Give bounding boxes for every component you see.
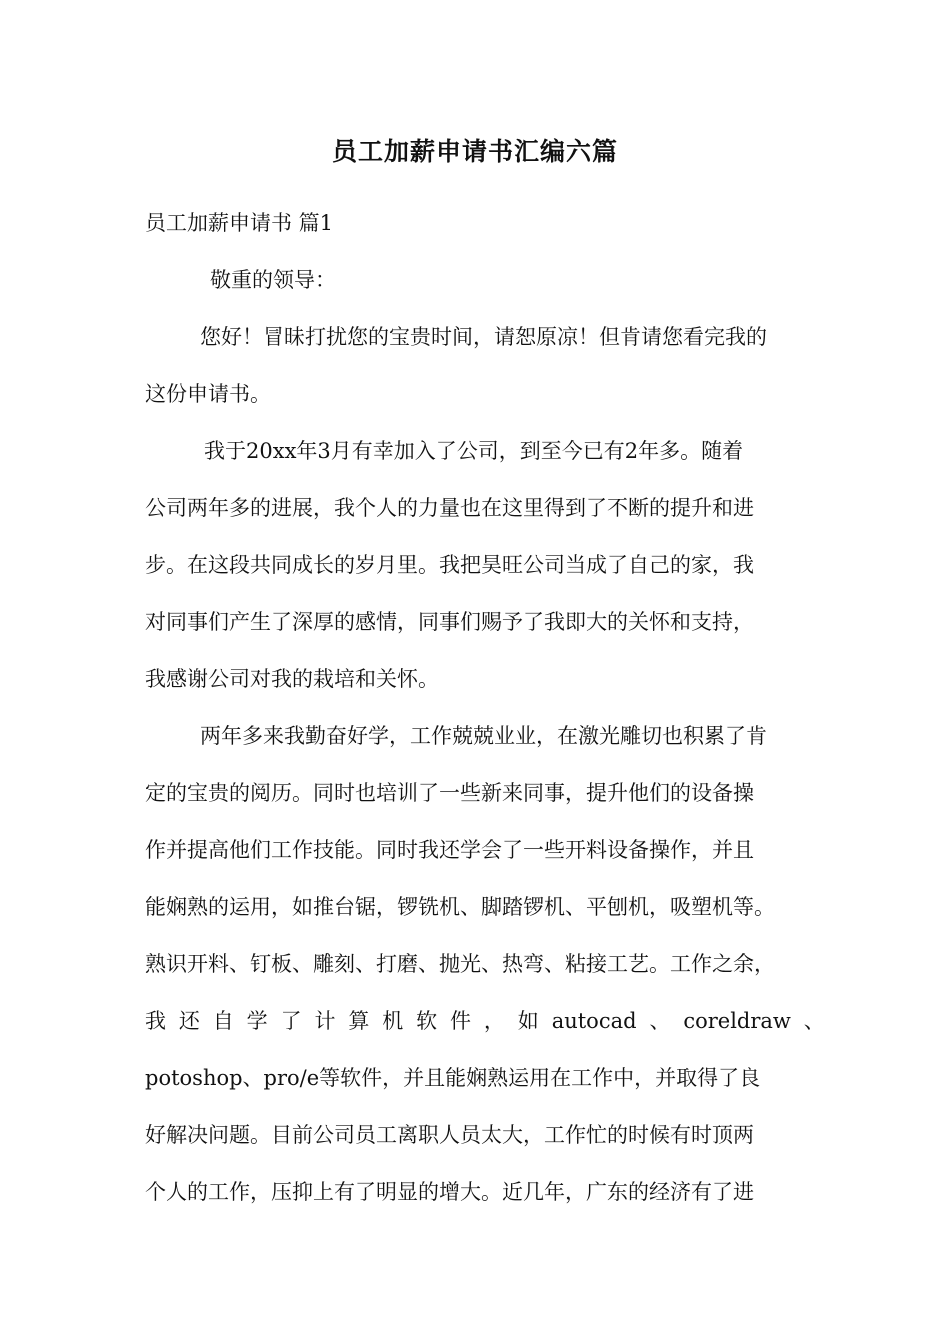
paragraph-line: 我感谢公司对我的栽培和关怀。	[145, 667, 439, 691]
word: 机	[382, 1009, 404, 1033]
paragraph-line: 能娴熟的运用，如推台锯，锣铣机、脚踏锣机、平刨机，吸塑机等。	[145, 895, 775, 919]
document-title: 员工加薪申请书汇编六篇	[331, 137, 618, 166]
paragraph-line: 好解决问题。目前公司员工离职人员太大，工作忙的时候有时顶两	[145, 1123, 754, 1147]
paragraph-line: 您好！冒昧打扰您的宝贵时间，请恕原凉！但肯请您看完我的	[200, 325, 767, 349]
paragraph-line: 我于20xx年3月有幸加入了公司，到至今已有2年多。随着	[204, 439, 744, 463]
salutation: 敬重的领导：	[210, 268, 336, 292]
paragraph-line: 对同事们产生了深厚的感情，同事们赐予了我即大的关怀和支持，	[145, 610, 754, 634]
word: 我	[145, 1009, 166, 1033]
word: 还	[178, 1009, 200, 1033]
word: 、	[649, 1009, 671, 1033]
word: autocad	[551, 1009, 637, 1033]
paragraph-line: 两年多来我勤奋好学，工作兢兢业业，在激光雕切也积累了肯	[200, 724, 767, 748]
paragraph-line: 熟识开料、钉板、雕刻、打磨、抛光、热弯、粘接工艺。工作之余，	[145, 952, 775, 976]
paragraph-line: 这份申请书。	[145, 382, 271, 406]
paragraph-line: 个人的工作，压抑上有了明显的增大。近几年，广东的经济有了进	[145, 1180, 754, 1204]
paragraph-line: 作并提高他们工作技能。同时我还学会了一些开料设备操作，并且	[145, 838, 754, 862]
paragraph-line: potoshop、pro/e等软件，并且能娴熟运用在工作中，并取得了良	[145, 1066, 761, 1090]
word: 了	[280, 1009, 302, 1033]
word: 如	[517, 1009, 539, 1033]
word: 、	[803, 1009, 825, 1033]
paragraph-line: 步。在这段共同成长的岁月里。我把昊旺公司当成了自己的家，我	[145, 553, 754, 577]
word: coreldraw	[683, 1009, 791, 1033]
section-heading: 员工加薪申请书 篇1	[145, 211, 334, 235]
word: 自	[212, 1009, 234, 1033]
justified-line	[145, 1001, 825, 1041]
word: 算	[348, 1009, 370, 1033]
paragraph-line: 公司两年多的进展，我个人的力量也在这里得到了不断的提升和进	[145, 496, 754, 520]
word: 软	[416, 1009, 438, 1033]
word: 计	[314, 1009, 336, 1033]
paragraph-line: 定的宝贵的阅历。同时也培训了一些新来同事，提升他们的设备操	[145, 781, 754, 805]
word: 学	[246, 1009, 268, 1033]
word: ，	[483, 1009, 505, 1033]
word: 件	[450, 1009, 472, 1033]
